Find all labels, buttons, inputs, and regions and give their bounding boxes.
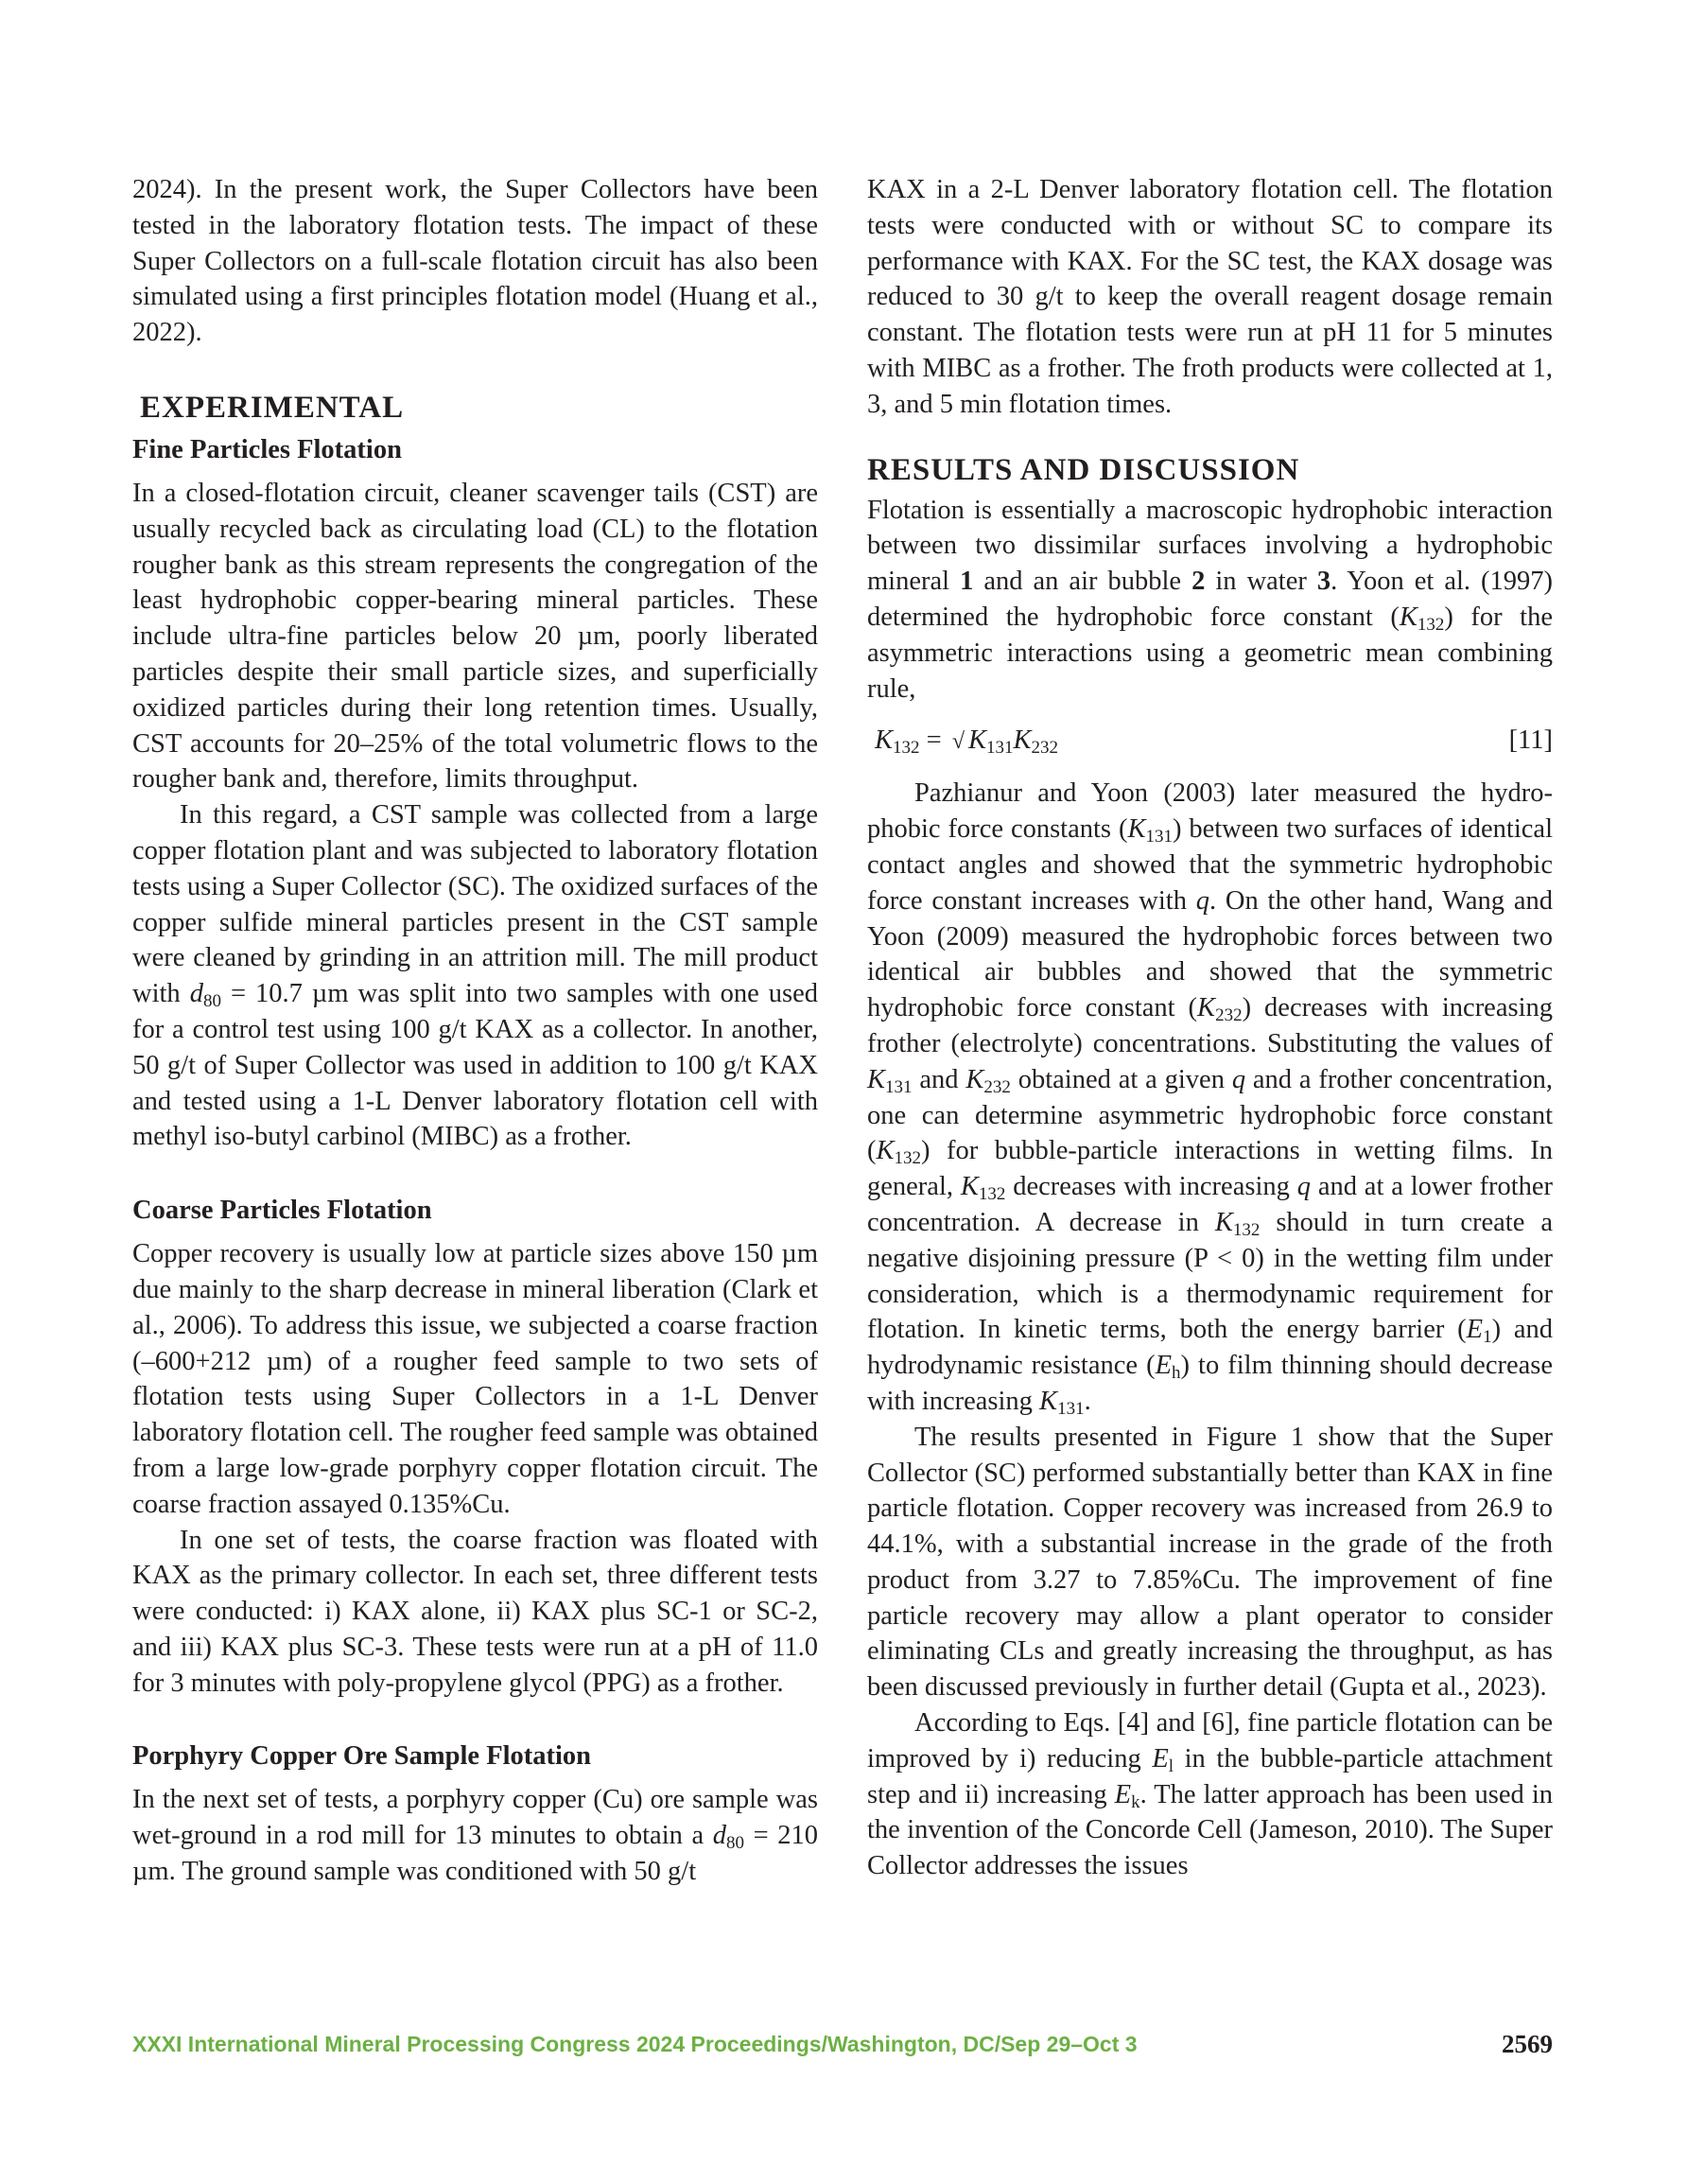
footer-conference-title: XXXI International Mineral Processing Congress 2024 Proceedings/Washington, DC/Sep 29–Oct 3 xyxy=(132,2031,1138,2056)
coarse-paragraph-2: In one set of tests, the coarse fraction was floated with KAX as the primary collector. In each set, three different tests were conducted: i) KAX alone, ii) KAX plus SC-1 or SC-2, and iii) KAX plus SC-3. These tests were run at a pH of 11.0 for 3 minutes with poly-propylene glycol (PPG) as a frother. xyxy=(132,1525,818,1698)
page-footer xyxy=(132,2025,1553,2063)
fine-paragraph-1: In a closed-flotation circuit, cleaner scavenger tails (CST) are usually recycled back as circulating load (CL) to the flotation rougher bank as this stream represents the congregation of the least hydrophobic copper-bearing mineral particles. These include ultra-fine particles below 20 µm, poorly liberated particles despite their small particle sizes, and superficially oxidized particles during their long retention times. Usually, CST accounts for 20–25% of the total volumetric flows to the rougher bank and, therefore, limits throughput. xyxy=(132,478,818,795)
porphyry-paragraph: In the next set of tests, a porphyry copper (Cu) ore sample was wet-ground in a rod mill for 13 minutes to obtain a $d_{80} = 210$ µm. The ground sample was conditioned with 50 g/t xyxy=(132,1785,818,1887)
results-paragraph-4: According to Eqs. [4] and [6], fine particle flotation can be improved by i) reducing $E_l$ in the bubble-particle attachment step and ii) increasing $E_k$. The latter approach has been used in the invention of the Concorde Cell (Jameson, 2010). The Super Collector addresses the issues xyxy=(867,1708,1553,1881)
left-column xyxy=(132,172,818,1890)
results-paragraph-3: The results presented in Figure 1 show that the Super Collector (SC) performed substantially better than KAX in fine particle flotation. Copper recovery was increased from 26.9 to 44.1%, with a substantial increase in the grade of the froth product from 3.27 to 7.85%Cu. The improvement of fine particle recovery may allow a plant operator to consider eliminating CLs and greatly increasing the throughput, as has been discussed previously in further detail (Gupta et al., 2023). xyxy=(867,1422,1553,1703)
equation-expression: $K_{132}$ = √ $K_{131}K_{232}$ xyxy=(875,725,1059,759)
porphyry-heading: Porphyry Copper Ore Sample Flotation xyxy=(132,1741,592,1772)
results-heading: RESULTS AND DISCUSSION xyxy=(867,452,1300,487)
coarse-particles-heading: Coarse Particles Flotation xyxy=(132,1196,432,1226)
coarse-paragraph-1: Copper recovery is usually low at particle sizes above 150 µm due mainly to the sharp decrease in mineral liberation (Clark et al., 2006). To address this issue, we subjected a coarse fraction (–600+212 µm) of a rougher feed sample to two sets of flotation tests using Super Collectors in a 1-L Denver laboratory flotation cell. The rougher feed sample was obtained from a large low-grade porphyry copper flotation circuit. The coarse fraction assayed 0.135%Cu. xyxy=(132,1239,818,1519)
square-root-symbol: √ xyxy=(951,729,965,755)
fine-paragraph-2: In this regard, a CST sample was collected from a large copper flotation plant and was subjected to laboratory flotation tests using a Super Collector (SC). The oxidized surfaces of the copper sulfide mineral particles present in the CST sample were cleaned by grinding in an attrition mill. The mill product with $d_{80} = 10.7$ µm was split into two samples with one used for a control test using 100 g/t KAX as a collector. In another, 50 g/t of Super Collector was used in addition to 100 g/t KAX and tested using a 1-L Denver laboratory flotation cell with methyl iso-butyl carbinol (MIBC) as a frother. xyxy=(132,800,818,1152)
equation-number: [11] xyxy=(1508,725,1553,756)
continued-paragraph: KAX in a 2-L Denver laboratory flotation cell. The flotation tests were conducted with or without SC to compare its performance with KAX. For the SC test, the KAX dosage was reduced to 30 g/t to keep the overall reagent dosage remain constant. The flotation tests were run at pH 11 for 5 minutes with MIBC as a frother. The froth products were collected at 1, 3, and 5 min flotation times. xyxy=(867,175,1553,419)
results-paragraph-1: Flotation is essentially a macroscopic hydrophobic interaction between two dissimilar surfaces involving a hydrophobic mineral 1 and an air bubble 2 in water 3. Yoon et al. (1997) determined the hydrophobic force constant $(K_{132})$ for the asymmetric interactions using a geometric mean combining rule, xyxy=(867,495,1554,704)
right-column xyxy=(867,172,1553,1884)
experimental-heading: EXPERIMENTAL xyxy=(140,390,405,425)
equation-11 xyxy=(867,722,1553,760)
page-number: 2569 xyxy=(1502,2029,1553,2058)
intro-paragraph: 2024). In the present work, the Super Collectors have been tested in the laboratory flotation tests. The impact of these Super Collectors on a full-scale flotation circuit has also been simulated using a first principles flotation model (Huang et al., 2022). xyxy=(132,175,818,348)
fine-particles-heading: Fine Particles Flotation xyxy=(132,434,402,464)
results-paragraph-2: Pazhianur and Yoon (2003) later measured the hydrophobic force constants $(K_{131})$ between two surfaces of identical contact angles and showed that the symmetric hydrophobic force constant increases with q. On the other hand, Wang and Yoon (2009) measured the hydrophobic forces between two identical air bubbles and showed that the symmetric hydrophobic force constant $(K_{232})$ decreases with increasing frother (electrolyte) concentrations. Substituting the values of $K_{131}$ and $K_{232}$ obtained at a given q and a frother concentration, one can determine asymmetric hydrophobic force constant $(K_{132})$ for bubble-particle interactions in wetting films. In general, $K_{132}$ decreases with increasing q and at a lower frother concentration. A decrease in $K_{132}$ should in turn create a negative disjoining pressure (P < 0) in the wetting film under consideration, which is a thermodynamic requirement for flotation. In kinetic terms, both the energy barrier $(E_1)$ and hydrodynamic resistance $(E_h)$ to film thinning should decrease with increasing $K_{131}$. xyxy=(867,778,1554,1419)
